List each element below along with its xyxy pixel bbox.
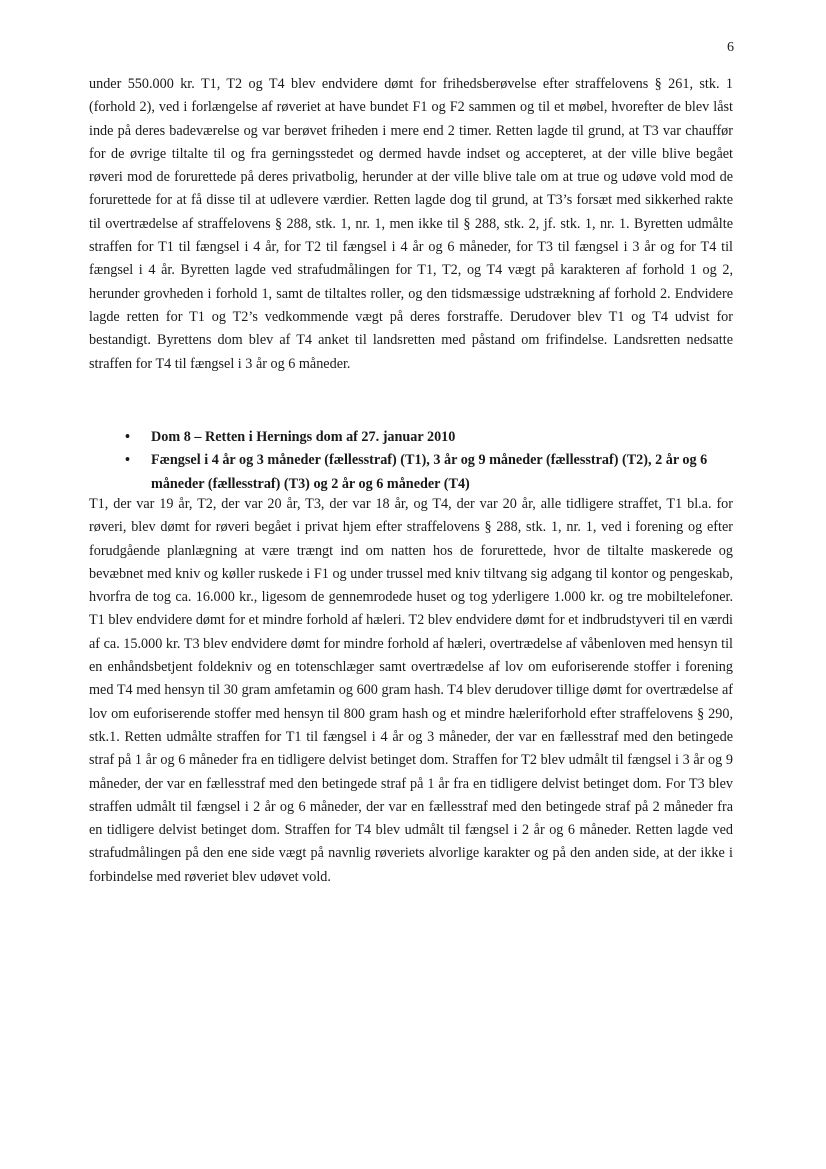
sentence-summary-bullet: • Fængsel i 4 år og 3 måneder (fællesstraf) (T1), 3 år og 9 måneder (fællesstraf) (T2), 2 år og 6 måneder (fællesstraf) (T3) og 2 år og 6 måneder (T4) bbox=[89, 449, 733, 496]
case-heading-list bbox=[89, 426, 733, 496]
case-title-bullet: • Dom 8 – Retten i Hernings dom af 27. januar 2010 bbox=[89, 426, 733, 449]
body-paragraph-2: T1, der var 19 år, T2, der var 20 år, T3, der var 18 år, og T4, der var 20 år, alle tidligere straffet, T1 bl.a. for røveri, blev dømt for røveri begået i privat hjem efter straffelovens § 288, stk. 1, nr. 1, ved i forening og efter forudgående planlægning at være trængt ind om natten hos de forurettede, hvor de tiltalte maskerede og bevæbnet med kniv og køller ruskede i F1 og under trussel med kniv tiltvang sig adgang til kontor og pengeskab, hvorfra de tog ca. 16.000 kr., ligesom de gennemrodede huset og tog yderligere 1.000 kr. og tre mobiltelefoner. T1 blev endvidere dømt for et mindre forhold af hæleri. T2 blev endvidere dømt for et indbrudstyveri til en værdi af ca. 15.000 kr. T3 blev endvidere dømt for mindre forhold af hæleri, overtrædelse af våbenloven med hensyn til en enhåndsbetjent foldekniv og en totenschlæger samt overtrædelse af lov om euforiserende stoffer i forening med T4 med hensyn til 30 gram amfetamin og 600 gram hash. T4 blev derudover tillige dømt for overtrædelse af lov om euforiserende stoffer med hensyn til 800 gram hash og et mindre hæleriforhold efter straffelovens § 290, stk.1. Retten udmålte straffen for T1 til fængsel i 4 år og 3 måneder, der var en fællesstraf med den betingede straf på 1 år og 6 måneder fra en tidligere delvist betinget dom. Straffen for T2 blev udmålt til fængsel i 3 år og 9 måneder, der var en fællesstraf med den betingede straf på 1 år fra en tidligere delvist betinget dom. For T3 blev straffen udmålt til fængsel i 2 år og 6 måneder, der var en fællesstraf med den betingede straf på 2 måneder fra en tidligere delvist betinget dom. Straffen for T4 blev udmålt til fængsel i 2 år og 6 måneder. Retten lagde ved strafudmålingen på den ene side vægt på navnlig røveriets alvorlige karakter og på den anden side, at der ikke i forbindelse med røveriet blev udøvet vold. bbox=[89, 496, 733, 885]
body-paragraph-1: under 550.000 kr. T1, T2 og T4 blev endvidere dømt for frihedsberøvelse efter straffelovens § 261, stk. 1 (forhold 2), ved i forlængelse af røveriet at have bundet F1 og F2 sammen og til et møbel, hvorefter de blev låst inde på deres badeværelse og var berøvet friheden i mere end 2 timer. Retten lagde til grund, at T3 var chauffør for de øvrige tiltalte til og fra gerningsstedet og dermed havde indset og accepteret, at der ville blive begået røveri mod de forurettede på deres privatbolig, herunder at der ville blive tale om at true og udøve vold mod de forurettede for at få disse til at udlevere værdier. Retten lagde dog til grund, at T3’s forsæt med sikkerhed rakte til overtrædelse af straffelovens § 288, stk. 1, nr. 1, men ikke til § 288, stk. 2, jf. stk. 1, nr. 1. Byretten udmålte straffen for T1 til fængsel i 4 år, for T2 til fængsel i 4 år og 6 måneder, for T3 til fængsel i 3 år og for T4 til fængsel i 4 år. Byretten lagde ved strafudmålingen for T1, T2, og T4 vægt på karakteren af forhold 1 og 2, herunder grovheden i forhold 1, samt de tiltaltes roller, og den tidsmæssige udstrækning af forhold 2. Endvidere lagde retten for T1 og T2’s vedkommende vægt på deres forstraffe. Derudover blev T1 og T4 udvist for bestandigt. Byrettens dom blev af T4 anket til landsretten med påstand om frifindelse. Landsretten nedsatte straffen for T4 til fængsel i 3 år og 6 måneder. bbox=[89, 76, 733, 372]
page-number: 6 bbox=[727, 40, 734, 55]
